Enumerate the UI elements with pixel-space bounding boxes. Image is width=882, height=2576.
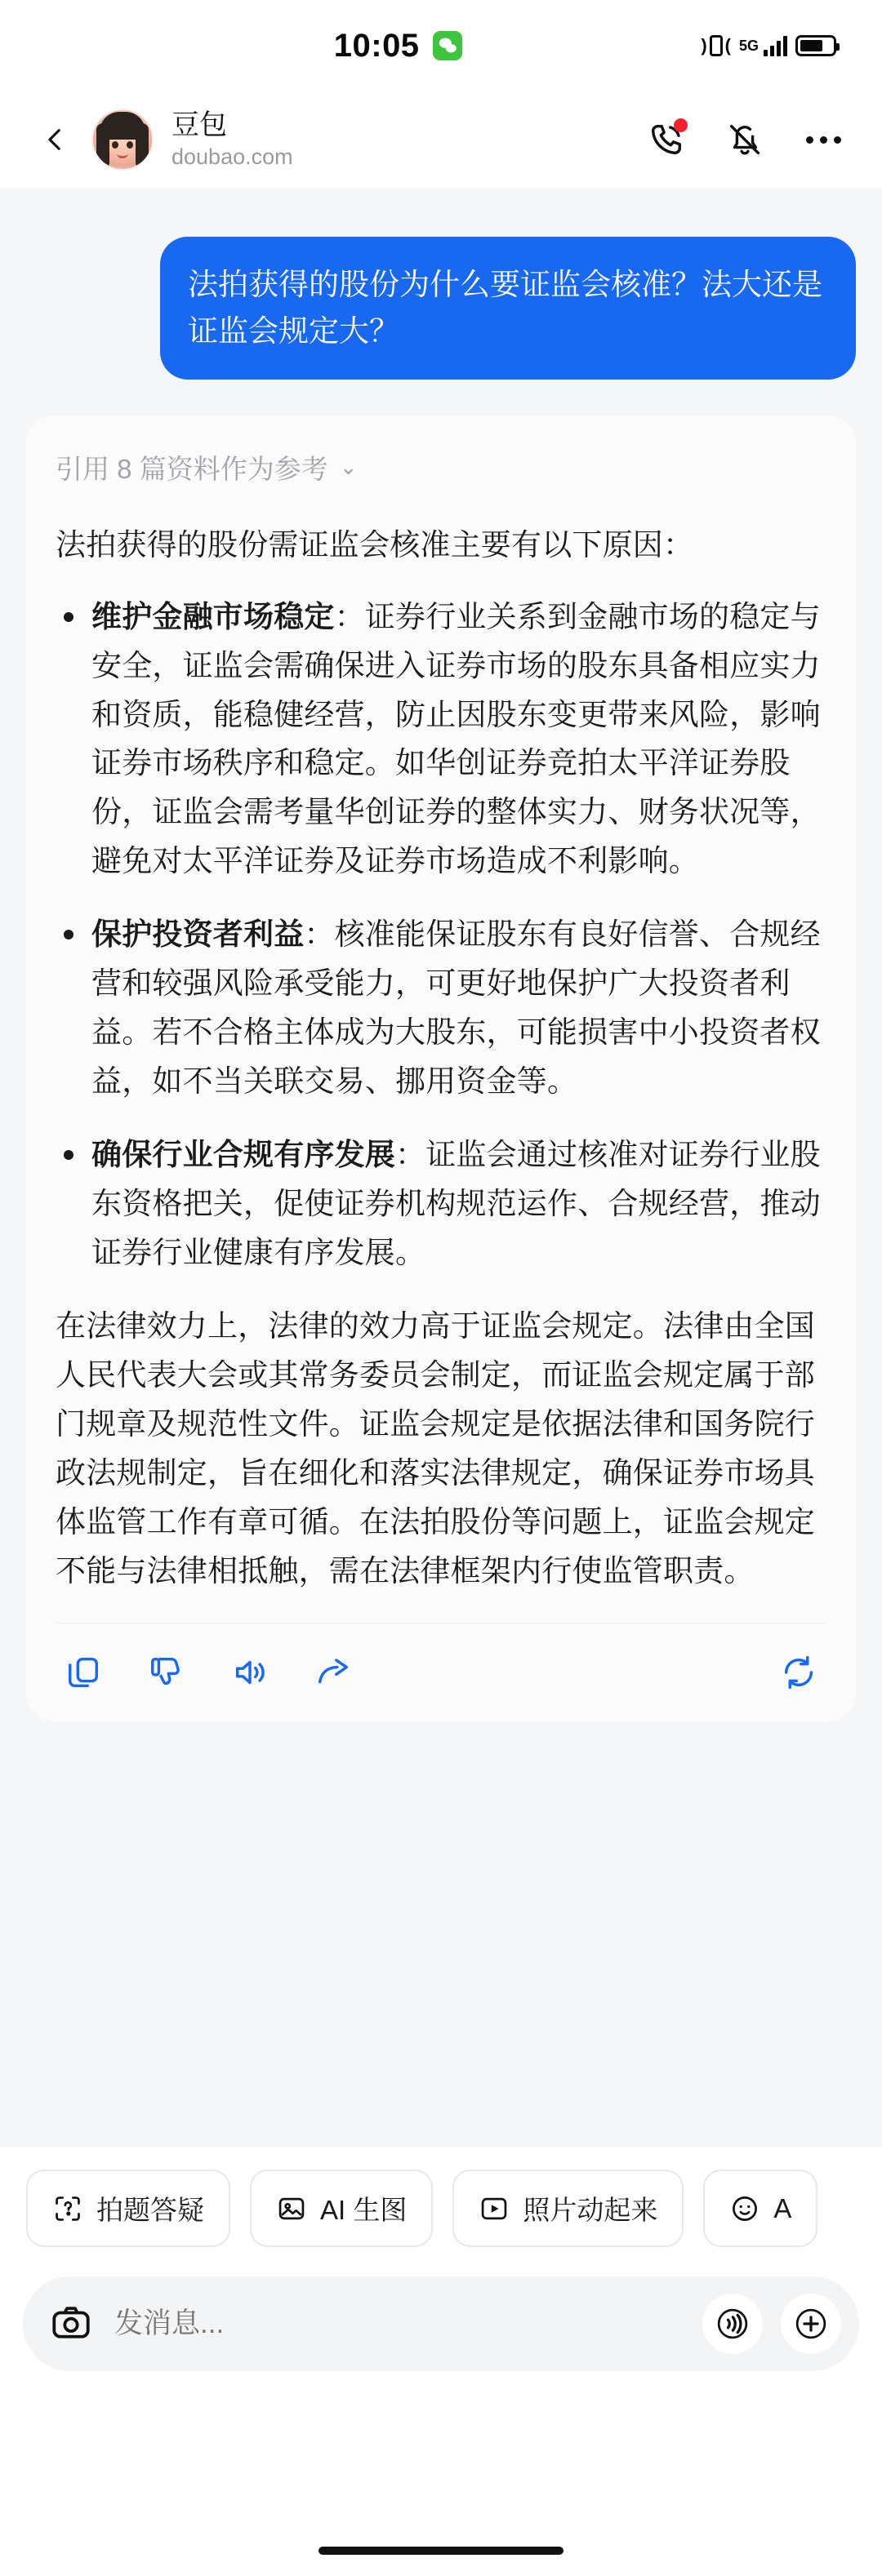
chip-photo-animate[interactable]	[452, 2170, 684, 2247]
vibrate-icon: ) (	[701, 35, 731, 56]
bell-muted-icon	[726, 121, 764, 158]
wechat-icon	[433, 31, 462, 60]
voice-button[interactable]	[702, 2294, 763, 2354]
status-time: 10:05	[333, 27, 420, 64]
page-title: 豆包	[172, 109, 227, 140]
header-actions	[645, 118, 853, 161]
bullet-text: ：核准能保证股东有良好信誉、合规经营和较强风险承受能力，可更好地保护广大投资者利益。若不合格主体成为大股东，可能损害中小投资者权益，如不当关联交易、挪用资金等。	[91, 917, 821, 1099]
suggestion-chips	[0, 2147, 882, 2262]
mute-button[interactable]	[724, 118, 766, 161]
refresh-icon	[780, 1654, 817, 1691]
back-chevron-icon	[42, 126, 69, 153]
list-item	[56, 1130, 826, 1277]
face-icon	[729, 2193, 760, 2224]
speak-button[interactable]	[222, 1645, 278, 1700]
references-label: 引用 8 篇资料作为参考	[56, 453, 328, 484]
header-title-block[interactable]	[172, 108, 645, 171]
scan-question-icon	[52, 2193, 83, 2224]
image-icon	[276, 2193, 307, 2224]
call-button[interactable]	[645, 118, 688, 161]
camera-button[interactable]	[46, 2298, 96, 2349]
list-item	[56, 593, 826, 886]
plus-icon	[793, 2306, 829, 2342]
call-badge	[674, 118, 688, 132]
bullet-text: ：证券行业关系到金融市场的稳定与安全，证监会需确保进入证券市场的股东具备相应实力和资质，能稳健经营，防止因股东变更带来风险，影响证券市场秩序和稳定。如华创证券竞拍太平洋证券股份，证监会需考量华创证券的整体实力、财务状况等，避免对太平洋证券及证券市场造成不利影响。	[91, 599, 821, 878]
search-input[interactable]	[114, 2307, 684, 2340]
chip-ai-image[interactable]	[250, 2170, 433, 2247]
answer-bullet-list	[56, 593, 826, 1277]
status-bar-left	[95, 28, 701, 64]
network-type-label: 5G	[738, 37, 759, 54]
user-message-bubble: 法拍获得的股份为什么要证监会核准？法大还是证监会规定大？	[160, 237, 856, 380]
more-options-button[interactable]	[802, 118, 844, 161]
bullet-title: 保护投资者利益	[91, 917, 305, 952]
avatar[interactable]	[91, 109, 154, 171]
answer-closing: 在法律效力上，法律的效力高于证监会规定。法律由全国人民代表大会或其常务委员会制定，而证监会规定属于部门规章及规范性文件。证监会规定是依据法律和国务院行政法规制定，旨在细化和落实法律规定，确保证券市场具体监管工作有章可循。在法拍股份等问题上，证监会规定不能与法律相抵触，需在法律框架内行使监管职责。	[56, 1308, 815, 1588]
home-indicator	[318, 2547, 564, 2555]
list-item	[56, 910, 826, 1106]
chevron-down-icon: ⌄	[339, 454, 358, 479]
assistant-answer-card	[26, 415, 856, 1722]
chip-label: 照片动起来	[523, 2195, 658, 2225]
answer-toolbar	[56, 1623, 826, 1700]
chip-photo-question[interactable]	[26, 2170, 230, 2247]
copy-icon	[65, 1654, 102, 1691]
bullet-title: 确保行业合规有序发展	[91, 1138, 395, 1171]
battery-icon	[795, 35, 836, 56]
thumbs-down-icon	[148, 1654, 185, 1691]
references-toggle[interactable]	[56, 448, 826, 500]
status-bar	[0, 0, 882, 91]
status-bar-right	[701, 35, 836, 56]
chip-ai-more[interactable]	[703, 2170, 817, 2247]
add-button[interactable]	[781, 2294, 841, 2354]
signal-bars-icon	[764, 35, 787, 56]
share-arrow-icon	[314, 1654, 352, 1691]
video-play-icon	[479, 2193, 510, 2224]
more-options-icon	[806, 136, 841, 144]
page-subtitle: doubao.com	[172, 144, 293, 170]
chat-scroll-area[interactable]	[0, 188, 882, 2147]
regenerate-button[interactable]	[771, 1645, 826, 1700]
message-input-bar	[23, 2276, 859, 2371]
camera-icon	[49, 2302, 93, 2346]
back-button[interactable]	[29, 113, 82, 166]
chip-label: 拍题答疑	[96, 2195, 204, 2225]
chip-label: AI 生图	[320, 2195, 408, 2225]
answer-intro: 法拍获得的股份需证监会核准主要有以下原因：	[56, 527, 694, 562]
voice-wave-icon	[715, 2306, 751, 2342]
speaker-icon	[231, 1654, 269, 1691]
bullet-title: 维护金融市场稳定	[91, 599, 335, 633]
app-header	[0, 91, 882, 188]
dislike-button[interactable]	[139, 1645, 194, 1700]
copy-button[interactable]	[56, 1645, 111, 1700]
bullet-text: ：证监会通过核准对证券行业股东资格把关，促使证券机构规范运作、合规经营，推动证券行业健康有序发展。	[91, 1138, 821, 1269]
share-button[interactable]	[305, 1645, 361, 1700]
chip-label: A	[773, 2192, 792, 2223]
